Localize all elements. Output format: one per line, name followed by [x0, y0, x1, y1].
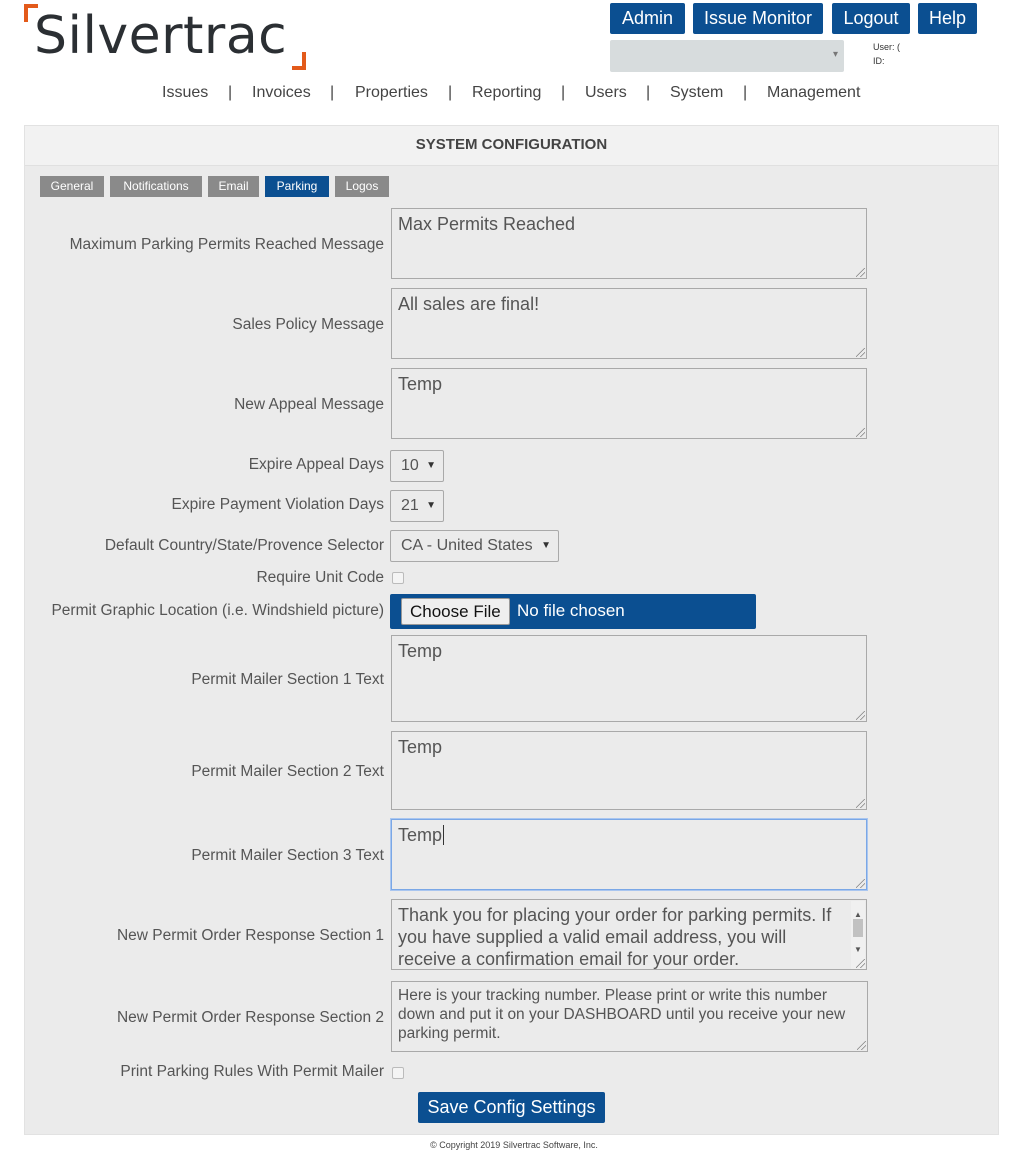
panel-title: SYSTEM CONFIGURATION: [25, 126, 998, 166]
copyright: © Copyright 2019 Silvertrac Software, Inc.: [430, 1140, 598, 1150]
nav-separator: |: [330, 84, 335, 101]
tab-notifications[interactable]: Notifications: [110, 176, 202, 197]
mailer3-textarea[interactable]: [391, 819, 867, 890]
choose-file-button[interactable]: Choose File: [401, 598, 510, 625]
resize-grip-icon[interactable]: [856, 799, 865, 808]
nav-separator: |: [561, 84, 566, 101]
scrollbar-thumb[interactable]: [853, 919, 863, 937]
resize-grip-icon[interactable]: [856, 348, 865, 357]
nav-separator: |: [448, 84, 453, 101]
print-rules-label: Print Parking Rules With Permit Mailer: [120, 1063, 384, 1080]
chevron-down-icon: ▼: [541, 540, 551, 551]
sales-policy-textarea[interactable]: [391, 288, 867, 359]
nav-item-reporting[interactable]: Reporting: [472, 84, 542, 101]
resize-grip-icon[interactable]: [856, 268, 865, 277]
resize-grip-icon[interactable]: [856, 428, 865, 437]
logout-button[interactable]: Logout: [832, 3, 910, 34]
user-info: [873, 40, 900, 68]
mailer1-textarea[interactable]: [391, 635, 867, 722]
order-resp2-label: New Permit Order Response Section 2: [116, 1009, 384, 1026]
text-cursor: [443, 825, 444, 845]
mailer1-label: Permit Mailer Section 1 Text: [191, 671, 384, 688]
main-nav: [0, 84, 1028, 104]
nav-item-management[interactable]: Management: [767, 84, 861, 101]
logo-corner-bottom-right: [292, 52, 306, 70]
order-resp1-label: New Permit Order Response Section 1: [116, 927, 384, 944]
scroll-up-icon[interactable]: ▲: [854, 910, 862, 919]
permit-graphic-file-input[interactable]: [390, 594, 756, 629]
mailer3-label: Permit Mailer Section 3 Text: [191, 847, 384, 864]
mailer1-value: Temp: [398, 641, 443, 661]
country-selector-value: CA - United States: [401, 537, 533, 554]
id-label: ID:: [873, 56, 885, 66]
permit-graphic-label: Permit Graphic Location (i.e. Windshield picture): [51, 602, 384, 619]
nav-item-invoices[interactable]: Invoices: [252, 84, 311, 101]
resize-grip-icon[interactable]: [856, 879, 865, 888]
order-resp1-textarea[interactable]: [391, 899, 867, 970]
nav-separator: |: [646, 84, 651, 101]
expire-payment-label: Expire Payment Violation Days: [171, 496, 384, 513]
resize-grip-icon[interactable]: [856, 711, 865, 720]
order-resp1-value: Thank you for placing your order for parking permits. If you have supplied a valid email address, you will receive a confirmation email for your order.: [398, 905, 832, 969]
resize-grip-icon[interactable]: [857, 1041, 866, 1050]
max-permits-textarea[interactable]: [391, 208, 867, 279]
nav-separator: |: [743, 84, 748, 101]
new-appeal-value: Temp: [398, 374, 443, 394]
nav-separator: |: [228, 84, 233, 101]
require-unit-label: Require Unit Code: [256, 569, 384, 586]
expire-payment-value: 21: [401, 497, 419, 514]
mailer2-textarea[interactable]: [391, 731, 867, 810]
nav-item-users[interactable]: Users: [585, 84, 627, 101]
max-permits-value: Max Permits Reached: [398, 214, 576, 234]
order-resp2-textarea[interactable]: [391, 981, 868, 1052]
tab-parking[interactable]: Parking: [265, 176, 329, 197]
silvertrac-logo[interactable]: [24, 4, 314, 76]
file-status: No file chosen: [517, 601, 625, 620]
nav-item-issues[interactable]: Issues: [162, 84, 209, 101]
help-button[interactable]: Help: [918, 3, 977, 34]
resize-grip-icon[interactable]: [856, 959, 865, 968]
tab-logos[interactable]: Logos: [335, 176, 389, 197]
country-selector-select[interactable]: [390, 530, 559, 562]
save-config-button[interactable]: Save Config Settings: [418, 1092, 605, 1123]
country-selector-label: Default Country/State/Provence Selector: [104, 537, 384, 554]
order-resp2-value: Here is your tracking number. Please print or write this number down and put it on your DASHBOARD until you receive your new parking permit.: [398, 987, 846, 1042]
mailer2-label: Permit Mailer Section 2 Text: [191, 763, 384, 780]
expire-appeal-select[interactable]: [390, 450, 444, 482]
logo-wordmark: Silvertrac: [34, 6, 288, 66]
new-appeal-label: New Appeal Message: [234, 396, 384, 413]
print-rules-checkbox[interactable]: [392, 1067, 404, 1079]
chevron-down-icon: ▼: [426, 460, 436, 471]
sales-policy-label: Sales Policy Message: [232, 316, 384, 333]
expire-appeal-value: 10: [401, 457, 419, 474]
expire-appeal-label: Expire Appeal Days: [248, 456, 384, 473]
issue-monitor-button[interactable]: Issue Monitor: [693, 3, 823, 34]
mailer3-value: Temp: [398, 825, 443, 845]
chevron-down-icon: ▾: [832, 49, 838, 60]
new-appeal-textarea[interactable]: [391, 368, 867, 439]
tab-email[interactable]: Email: [208, 176, 259, 197]
tab-general[interactable]: General: [40, 176, 104, 197]
nav-item-properties[interactable]: Properties: [355, 84, 428, 101]
expire-payment-select[interactable]: [390, 490, 444, 522]
require-unit-checkbox[interactable]: [392, 572, 404, 584]
admin-button[interactable]: Admin: [610, 3, 685, 34]
nav-item-system[interactable]: System: [670, 84, 724, 101]
mailer2-value: Temp: [398, 737, 443, 757]
property-select[interactable]: [610, 40, 844, 72]
scroll-down-icon[interactable]: ▼: [854, 945, 862, 954]
user-label: User: (: [873, 42, 900, 52]
chevron-down-icon: ▼: [426, 500, 436, 511]
max-permits-label: Maximum Parking Permits Reached Message: [69, 236, 384, 253]
sales-policy-value: All sales are final!: [398, 294, 540, 314]
